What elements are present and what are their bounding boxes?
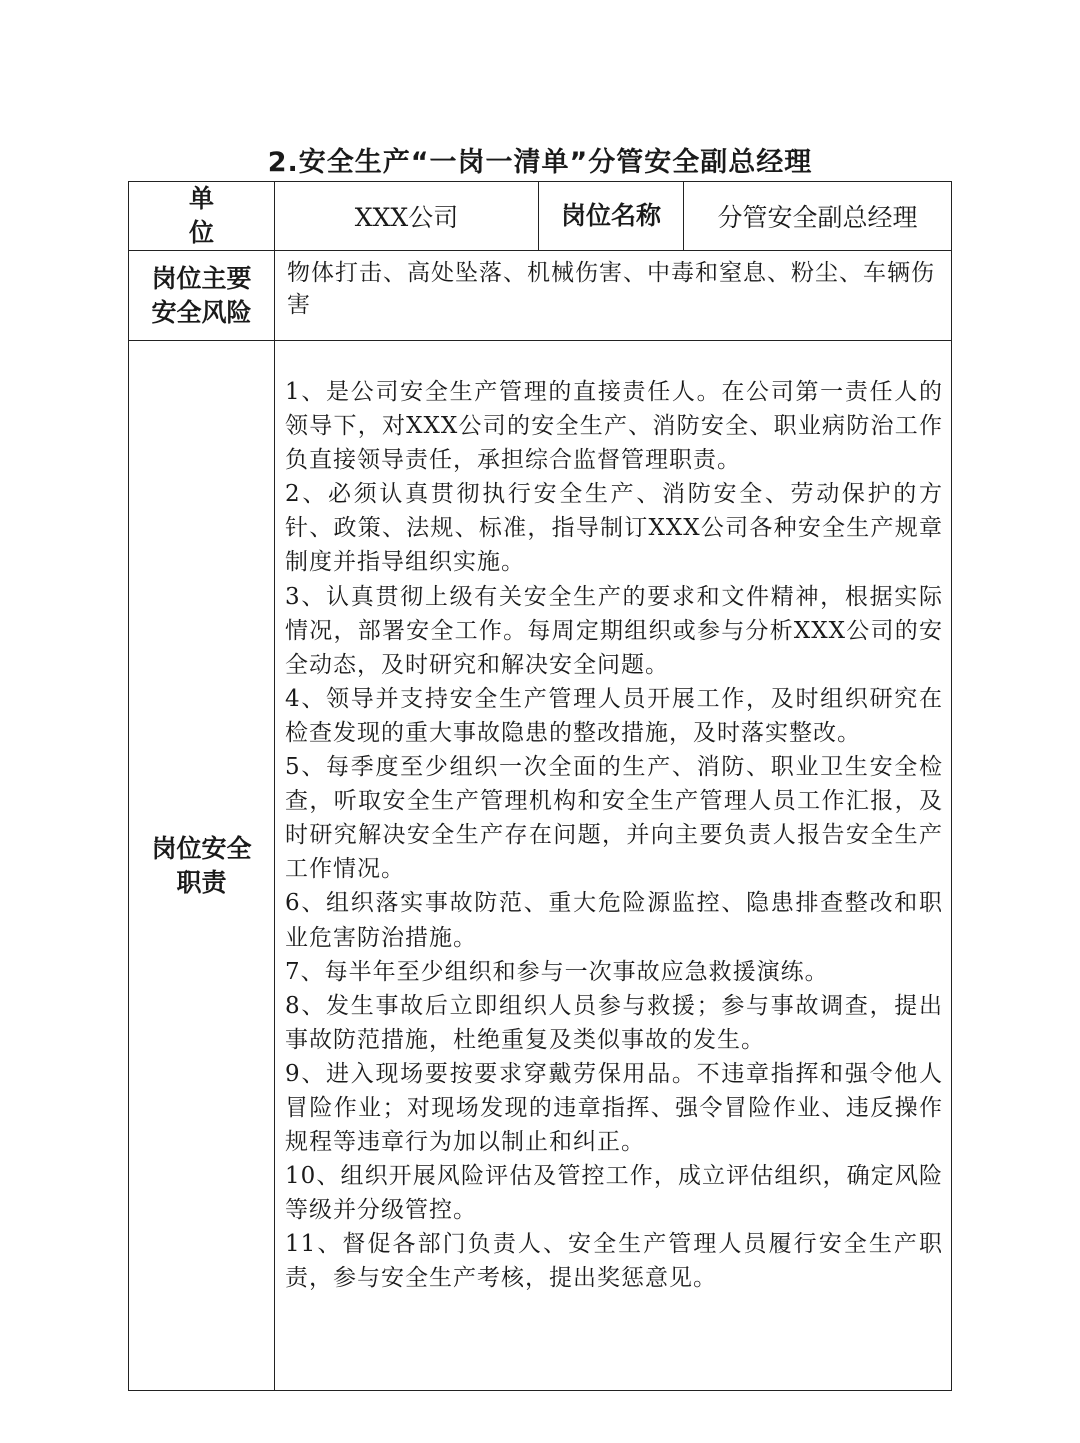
unit-label: 单 位 — [129, 182, 275, 251]
duty-item-2: 2、必须认真贯彻执行安全生产、消防安全、劳动保护的方针、政策、法规、标准，指导制订XXX公司各种安全生产规章制度并指导组织实施。 — [285, 481, 943, 576]
risk-label — [129, 251, 275, 341]
duty-item-11: 11、督促各部门负责人、安全生产管理人员履行安全生产职责，参与安全生产考核，提出奖惩意见。 — [285, 1231, 943, 1292]
duty-item-9: 9、进入现场要按要求穿戴劳保用品。不违章指挥和强令他人冒险作业；对现场发现的违章指挥、强令冒险作业、违反操作规程等违章行为加以制止和纠正。 — [285, 1060, 943, 1156]
duty-row — [129, 341, 952, 1391]
duty-item-6: 6、组织落实事故防范、重大危险源监控、隐患排查整改和职业危害防治措施。 — [285, 890, 943, 951]
risk-text: 物体打击、高处坠落、机械伤害、中毒和窒息、粉尘、车辆伤害 — [275, 251, 952, 341]
post-value: 分管安全副总经理 — [684, 182, 952, 251]
risk-row — [129, 251, 952, 341]
risk-label-line1: 岗位主要 — [151, 263, 252, 293]
duty-item-4: 4、领导并支持安全生产管理人员开展工作，及时组织研究在检查发现的重大事故隐患的整改措施，及时落实整改。 — [285, 685, 943, 746]
duty-label-line1: 岗位安全 — [151, 833, 252, 863]
duty-label — [129, 341, 275, 1391]
duty-item-1: 1、是公司安全生产管理的直接责任人。在公司第一责任人的领导下，对XXX公司的安全生产、消防安全、职业病防治工作负直接领导责任，承担综合监督管理职责。 — [285, 379, 943, 474]
duty-list — [275, 341, 952, 1391]
duty-item-7: 7、每半年至少组织和参与一次事故应急救援演练。 — [285, 958, 829, 985]
risk-label-line2: 安全风险 — [151, 297, 252, 327]
header-row — [129, 182, 952, 251]
duty-item-3: 3、认真贯彻上级有关安全生产的要求和文件精神，根据实际情况，部署安全工作。每周定期组织或参与分析XXX公司的安全动态，及时研究和解决安全问题。 — [285, 583, 943, 678]
post-label: 岗位名称 — [539, 182, 684, 251]
duty-label-line2: 职责 — [176, 867, 227, 897]
responsibility-table — [128, 181, 952, 1391]
page-title: 2.安全生产“一岗一清单”分管安全副总经理 — [267, 147, 813, 178]
unit-value: XXX公司 — [275, 182, 539, 251]
duty-item-5: 5、每季度至少组织一次全面的生产、消防、职业卫生安全检查，听取安全生产管理机构和安全生产管理人员工作汇报，及时研究解决安全生产存在问题，并向主要负责人报告安全生产工作情况。 — [285, 754, 943, 883]
duty-item-10: 10、组织开展风险评估及管控工作，成立评估组织，确定风险等级并分级管控。 — [285, 1163, 943, 1224]
duty-item-8: 8、发生事故后立即组织人员参与救援；参与事故调查，提出事故防范措施，杜绝重复及类似事故的发生。 — [285, 992, 943, 1053]
